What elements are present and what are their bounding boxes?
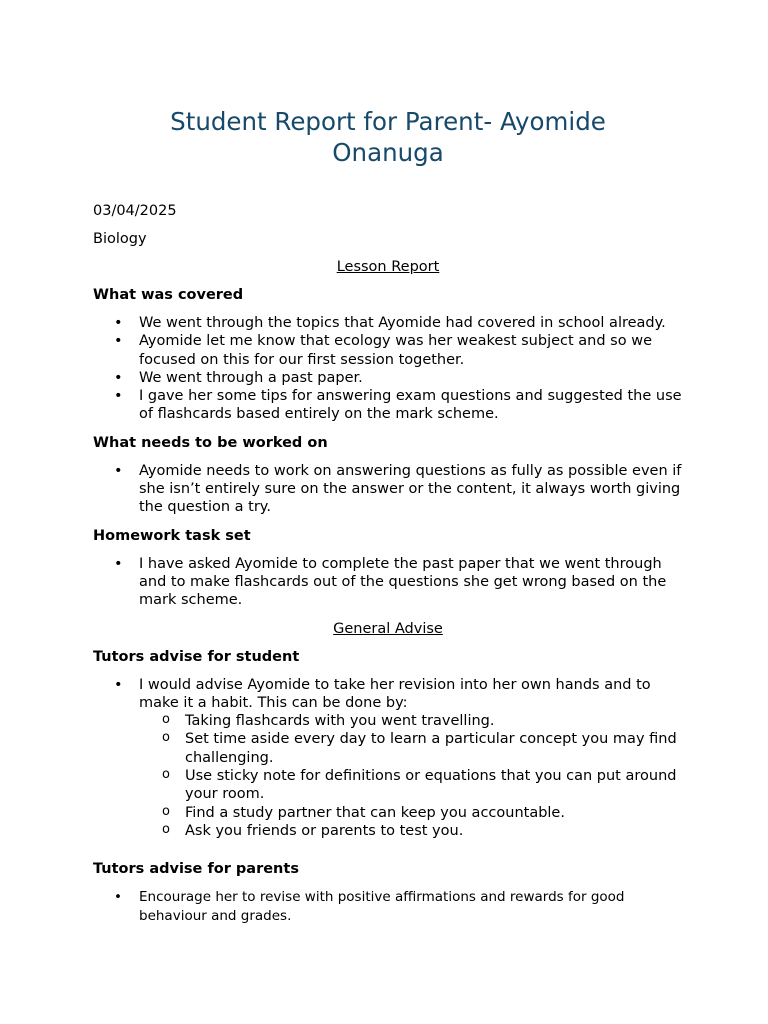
list-item: • Ayomide needs to work on answering questions as fully as possible even if she isn’t entirely sure on the answer or the content, it always worth giving the question a try. bbox=[93, 462, 683, 517]
sub-list-item: o Find a study partner that can keep you accountable. bbox=[139, 804, 683, 822]
report-subject: Biology bbox=[93, 231, 147, 247]
student-advise-heading: Tutors advise for student bbox=[93, 648, 300, 665]
sub-list-item: o Ask you friends or parents to test you. bbox=[139, 822, 683, 840]
report-title: Student Report for Parent- Ayomide Onanuga bbox=[170, 107, 606, 167]
list-item: • I gave her some tips for answering exam questions and suggested the use of flashcards based entirely on the mark scheme. bbox=[93, 387, 683, 424]
list-item bbox=[93, 676, 683, 841]
list-item: • I have asked Ayomide to complete the past paper that we went through and to make flashcards out of the questions she get wrong based on the mark scheme. bbox=[93, 555, 683, 610]
list-item: • Encourage her to revise with positive affirmations and rewards for good behaviour and grades. bbox=[93, 888, 683, 925]
homework-heading: Homework task set bbox=[93, 527, 251, 544]
sub-list-item: o Set time aside every day to learn a particular concept you may find challenging. bbox=[139, 730, 683, 767]
sub-list-item: o Taking flashcards with you went travelling. bbox=[139, 712, 683, 730]
list-item: • Ayomide let me know that ecology was her weakest subject and so we focused on this for our first session together. bbox=[93, 332, 683, 369]
lesson-report-heading: Lesson Report bbox=[336, 259, 440, 275]
list-item: • We went through the topics that Ayomide had covered in school already. bbox=[93, 314, 683, 332]
needs-work-list bbox=[93, 462, 683, 517]
sub-list-item: o Use sticky note for definitions or equations that you can put around your room. bbox=[139, 767, 683, 804]
report-meta bbox=[93, 202, 683, 248]
student-advise-intro: I would advise Ayomide to take her revision into her own hands and to make it a habit. This can be done by: bbox=[139, 676, 651, 711]
general-advise-heading: General Advise bbox=[333, 620, 443, 637]
parents-advise-list bbox=[93, 888, 683, 925]
student-advise-sublist bbox=[139, 712, 683, 840]
covered-list bbox=[93, 314, 683, 424]
parents-advise-heading: Tutors advise for parents bbox=[93, 861, 299, 878]
document-body bbox=[93, 106, 683, 935]
homework-list bbox=[93, 555, 683, 610]
needs-work-heading: What needs to be worked on bbox=[93, 434, 328, 451]
list-item: • We went through a past paper. bbox=[93, 369, 683, 387]
covered-heading: What was covered bbox=[93, 287, 244, 303]
report-date: 03/04/2025 bbox=[93, 203, 177, 219]
student-advise-list bbox=[93, 676, 683, 841]
